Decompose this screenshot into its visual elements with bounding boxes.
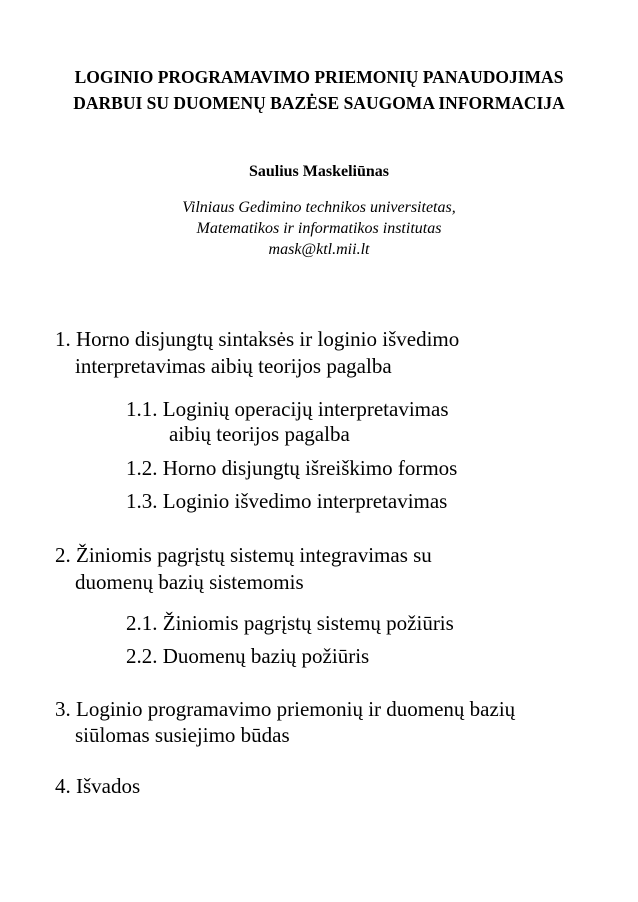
outline-section-1-line-2: interpretavimas aibių teorijos pagalba bbox=[75, 354, 392, 378]
affiliation-institute: Matematikos ir informatikos institutas bbox=[196, 220, 442, 237]
title-line-1: LOGINIO PROGRAMAVIMO PRIEMONIŲ PANAUDOJIMAS bbox=[74, 67, 564, 87]
author-email: mask@ktl.mii.lt bbox=[268, 241, 370, 258]
outline-subsection-2-1: 2.1. Žiniomis pagrįstų sistemų požiūris bbox=[126, 611, 454, 635]
outline-section-3-line-2: siūlomas susiejimo būdas bbox=[75, 723, 290, 747]
outline-section-3-line-1: 3. Loginio programavimo priemonių ir duomenų bazių bbox=[55, 697, 516, 721]
outline-subsection-2-2: 2.2. Duomenų bazių požiūris bbox=[126, 644, 370, 668]
affiliation-university: Vilniaus Gedimino technikos universitetas, bbox=[182, 199, 456, 216]
outline-subsection-1-1-line-2: aibių teorijos pagalba bbox=[169, 422, 350, 446]
outline-section-2-line-1: 2. Žiniomis pagrįstų sistemų integravimas su bbox=[55, 543, 432, 567]
outline-subsection-1-3: 1.3. Loginio išvedimo interpretavimas bbox=[126, 489, 448, 513]
outline-subsection-1-1-line-1: 1.1. Loginių operacijų interpretavimas bbox=[126, 397, 449, 421]
outline-section-2-line-2: duomenų bazių sistemomis bbox=[75, 570, 304, 594]
outline-section-4: 4. Išvados bbox=[55, 774, 141, 798]
outline-subsection-1-2: 1.2. Horno disjungtų išreiškimo formos bbox=[126, 456, 458, 480]
author-name: Saulius Maskeliūnas bbox=[248, 163, 390, 180]
outline-section-1-line-1: 1. Horno disjungtų sintaksės ir loginio išvedimo bbox=[55, 327, 460, 351]
title-line-2: DARBUI SU DUOMENŲ BAZĖSE SAUGOMA INFORMACIJA bbox=[73, 93, 565, 113]
